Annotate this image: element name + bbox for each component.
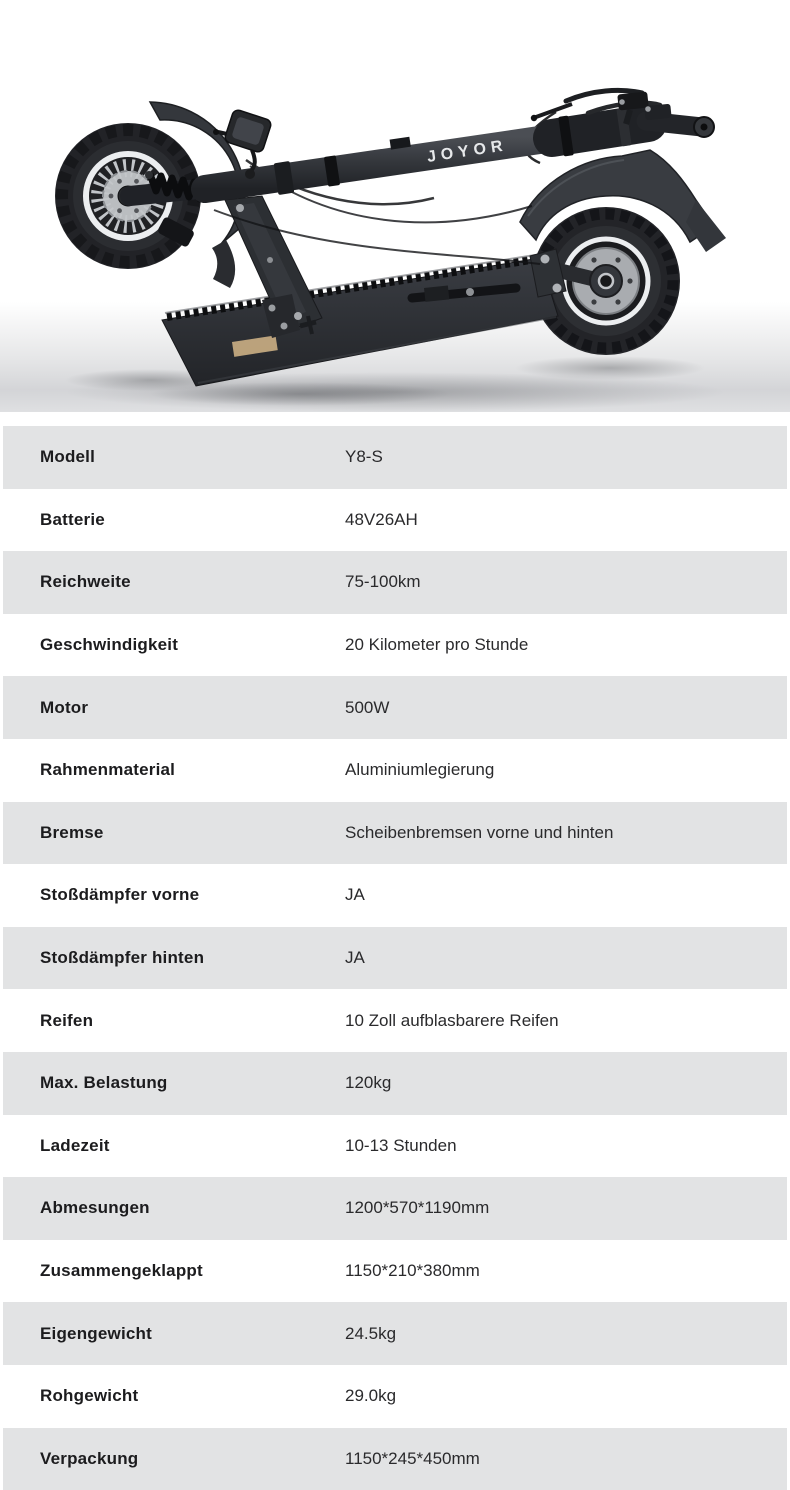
spec-label: Stoßdämpfer vorne bbox=[3, 885, 345, 905]
spec-row bbox=[3, 802, 787, 865]
spec-label: Reifen bbox=[3, 1011, 345, 1031]
spec-label: Zusammengeklappt bbox=[3, 1261, 345, 1281]
spec-value: Scheibenbremsen vorne und hinten bbox=[345, 823, 787, 843]
spec-row bbox=[3, 426, 787, 489]
spec-label: Abmesungen bbox=[3, 1198, 345, 1218]
spec-label: Rohgewicht bbox=[3, 1386, 345, 1406]
spec-value: Aluminiumlegierung bbox=[345, 760, 787, 780]
spec-value: 48V26AH bbox=[345, 510, 787, 530]
spec-label: Eigengewicht bbox=[3, 1324, 345, 1344]
brand-logo: JOYOR bbox=[426, 137, 509, 166]
spec-value: JA bbox=[345, 948, 787, 968]
spec-row bbox=[3, 1240, 787, 1303]
spec-label: Max. Belastung bbox=[3, 1073, 345, 1093]
spec-value: JA bbox=[345, 885, 787, 905]
spec-row bbox=[3, 1428, 787, 1490]
spec-value: 20 Kilometer pro Stunde bbox=[345, 635, 787, 655]
spec-label: Motor bbox=[3, 698, 345, 718]
folded-scooter-illustration bbox=[0, 0, 790, 420]
spec-row bbox=[3, 1365, 787, 1428]
spec-label: Geschwindigkeit bbox=[3, 635, 345, 655]
spec-row bbox=[3, 927, 787, 990]
spec-label: Stoßdämpfer hinten bbox=[3, 948, 345, 968]
spec-row bbox=[3, 1052, 787, 1115]
spec-row bbox=[3, 614, 787, 677]
spec-row bbox=[3, 1115, 787, 1178]
spec-label: Reichweite bbox=[3, 572, 345, 592]
spec-label: Rahmenmaterial bbox=[3, 760, 345, 780]
spec-row bbox=[3, 1177, 787, 1240]
spec-label: Ladezeit bbox=[3, 1136, 345, 1156]
spec-value: 10 Zoll aufblasbarere Reifen bbox=[345, 1011, 787, 1031]
spec-value: 10-13 Stunden bbox=[345, 1136, 787, 1156]
spec-row bbox=[3, 864, 787, 927]
spec-label: Modell bbox=[3, 447, 345, 467]
spec-row bbox=[3, 1302, 787, 1365]
spec-value: 1150*210*380mm bbox=[345, 1261, 787, 1281]
spec-row bbox=[3, 676, 787, 739]
spec-value: 1150*245*450mm bbox=[345, 1449, 787, 1469]
product-photo bbox=[0, 0, 790, 426]
spec-value: 120kg bbox=[345, 1073, 787, 1093]
spec-label: Batterie bbox=[3, 510, 345, 530]
spec-value: 1200*570*1190mm bbox=[345, 1198, 787, 1218]
spec-label: Verpackung bbox=[3, 1449, 345, 1469]
spec-value: 29.0kg bbox=[345, 1386, 787, 1406]
spec-value: 75-100km bbox=[345, 572, 787, 592]
spec-row bbox=[3, 489, 787, 552]
spec-value: Y8-S bbox=[345, 447, 787, 467]
spec-row bbox=[3, 739, 787, 802]
spec-label: Bremse bbox=[3, 823, 345, 843]
spec-row bbox=[3, 551, 787, 614]
spec-value: 500W bbox=[345, 698, 787, 718]
spec-table bbox=[3, 426, 787, 1490]
spec-row bbox=[3, 989, 787, 1052]
spec-value: 24.5kg bbox=[345, 1324, 787, 1344]
